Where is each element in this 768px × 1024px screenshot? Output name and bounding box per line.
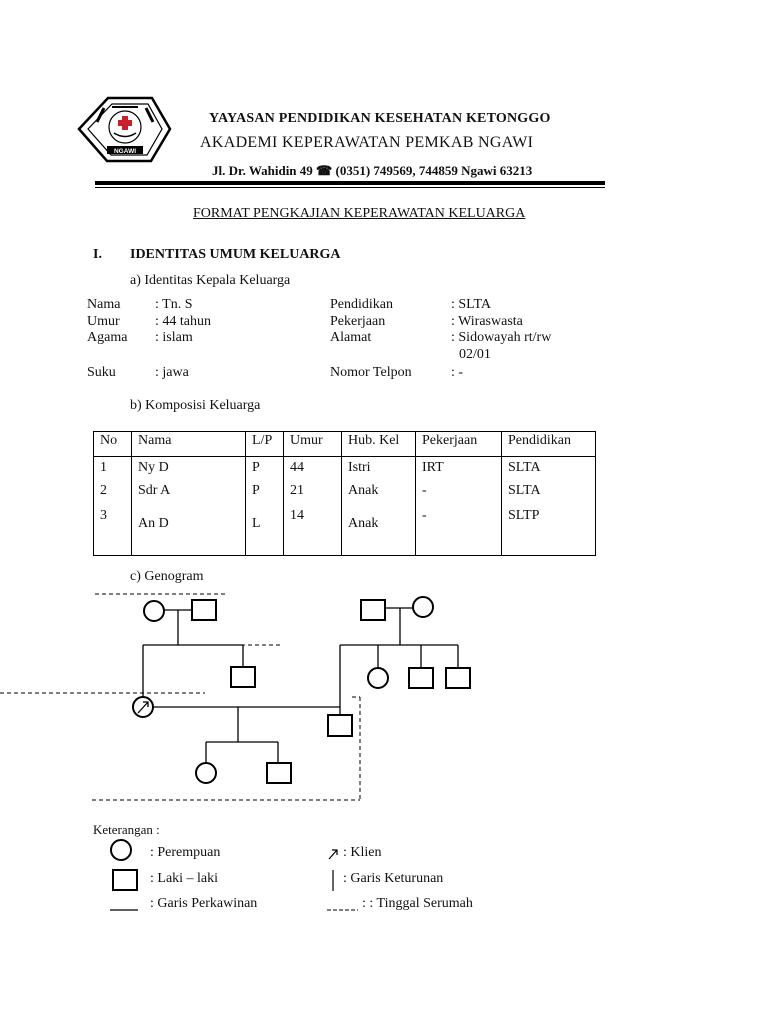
column-header: Hub. Kel <box>342 432 416 457</box>
legend-klien: : Klien <box>343 845 382 860</box>
foundation-name: YAYASAN PENDIDIKAN KESEHATAN KETONGGO <box>209 111 551 126</box>
column-header: No <box>94 432 132 457</box>
label-umur: Umur <box>87 314 120 329</box>
table-cell: 3 <box>94 507 132 556</box>
legend-perkawinan: : Garis Perkawinan <box>150 896 258 911</box>
table-cell: 14 <box>284 507 342 556</box>
legend-serumah: : : Tinggal Serumah <box>362 896 473 911</box>
label-nama: Nama <box>87 297 121 312</box>
address-prefix: Jl. Dr. Wahidin 49 <box>212 163 313 178</box>
table-cell: 44 <box>284 457 342 483</box>
value-agama: : islam <box>155 330 193 345</box>
section-title: IDENTITAS UMUM KELUARGA <box>130 247 341 262</box>
table-cell: SLTA <box>502 482 596 507</box>
label-pendidikan: Pendidikan <box>330 297 393 312</box>
column-header: Nama <box>132 432 246 457</box>
legend-keturunan: : Garis Keturunan <box>343 871 444 886</box>
table-cell: SLTA <box>502 457 596 483</box>
table-cell: 21 <box>284 482 342 507</box>
table-cell: Istri <box>342 457 416 483</box>
value-pendidikan: : SLTA <box>451 297 491 312</box>
value-pekerjaan: : Wiraswasta <box>451 314 523 329</box>
legend-client-arrow <box>329 850 337 859</box>
legend-female-symbol <box>111 840 131 860</box>
legend-title: Keterangan : <box>93 822 160 837</box>
table-cell: Anak <box>342 482 416 507</box>
column-header: Umur <box>284 432 342 457</box>
table-cell: SLTP <box>502 507 596 556</box>
value-nomor-telpon: : - <box>451 365 464 380</box>
label-agama: Agama <box>87 330 128 345</box>
table-cell: L <box>246 507 284 556</box>
section-number: I. <box>93 247 102 262</box>
table-cell: - <box>416 482 502 507</box>
label-nomor-telpon: Nomor Telpon <box>330 365 412 380</box>
address-rest: (0351) 749569, 744859 Ngawi 63213 <box>335 163 533 178</box>
identitas-heading: a) Identitas Kepala Keluarga <box>130 273 291 288</box>
column-header: Pendidikan <box>502 432 596 457</box>
table-cell: IRT <box>416 457 502 483</box>
telephone-icon: ☎ <box>316 163 333 178</box>
label-alamat: Alamat <box>330 330 372 345</box>
table-cell: An D <box>132 507 246 556</box>
document-title: FORMAT PENGKAJIAN KEPERAWATAN KELUARGA <box>193 206 526 221</box>
value-alamat-2: 02/01 <box>459 347 491 362</box>
column-header: L/P <box>246 432 284 457</box>
legend-perempuan: : Perempuan <box>150 845 221 860</box>
table-cell: 1 <box>94 457 132 483</box>
table-cell: Anak <box>342 507 416 556</box>
value-alamat: : Sidowayah rt/rw <box>451 330 552 345</box>
column-header: Pekerjaan <box>416 432 502 457</box>
table-cell: 2 <box>94 482 132 507</box>
logo-bottom-text: NGAWI <box>113 148 137 155</box>
table-cell: Ny D <box>132 457 246 483</box>
value-suku: : jawa <box>155 365 189 380</box>
table-cell: Sdr A <box>132 482 246 507</box>
legend-laki: : Laki – laki <box>150 871 219 886</box>
value-nama: : Tn. S <box>155 297 193 312</box>
academy-name: AKADEMI KEPERAWATAN PEMKAB NGAWI <box>200 134 534 151</box>
table-cell: P <box>246 482 284 507</box>
legend-male-symbol <box>113 870 137 890</box>
genogram-heading: c) Genogram <box>130 569 204 584</box>
komposisi-heading: b) Komposisi Keluarga <box>130 398 261 413</box>
label-suku: Suku <box>87 365 116 380</box>
value-umur: : 44 tahun <box>155 314 211 329</box>
table-cell: P <box>246 457 284 483</box>
table-cell: - <box>416 507 502 556</box>
label-pekerjaan: Pekerjaan <box>330 314 386 329</box>
